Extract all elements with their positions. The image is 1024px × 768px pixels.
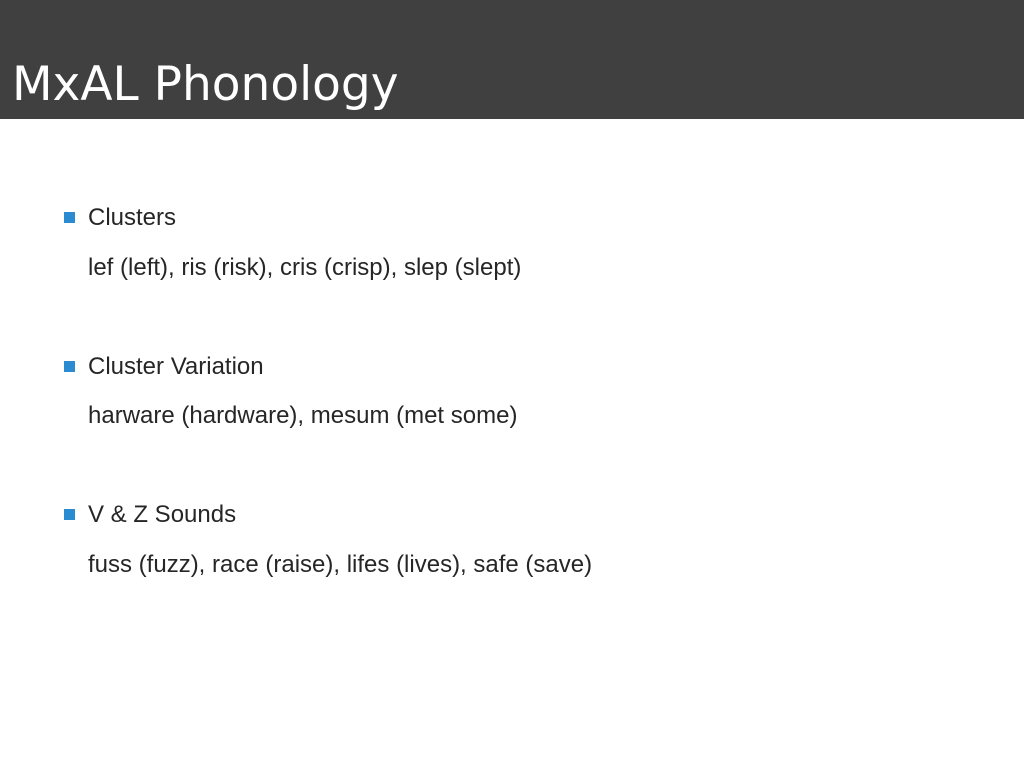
square-bullet-icon [64, 212, 75, 223]
slide-title: MxAL Phonology [12, 57, 399, 112]
list-item-heading: Clusters [88, 204, 177, 231]
list-item-heading: Cluster Variation [88, 353, 264, 380]
list-item-examples: harware (hardware), mesum (met some) [88, 402, 518, 429]
list-item-examples: fuss (fuzz), race (raise), lifes (lives), safe (save) [88, 551, 593, 578]
square-bullet-icon [64, 509, 75, 520]
square-bullet-icon [64, 361, 75, 372]
list-item-examples: lef (left), ris (risk), cris (crisp), slep (slept) [88, 254, 522, 281]
list-item-heading: V & Z Sounds [88, 501, 237, 528]
